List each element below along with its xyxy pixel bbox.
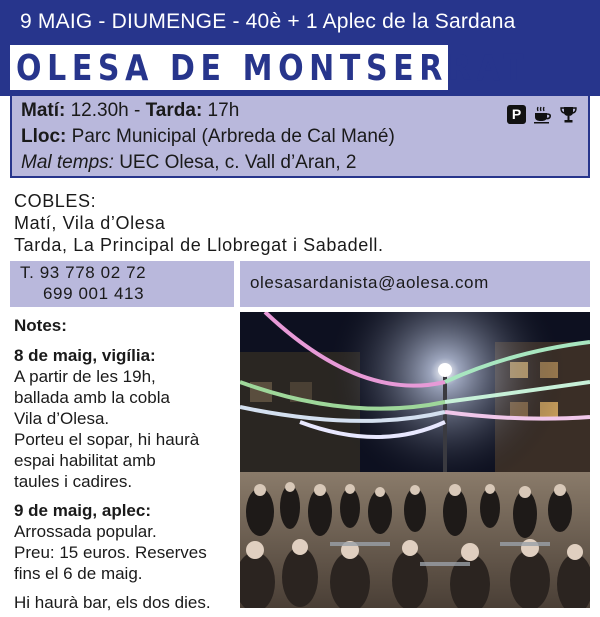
vigilia-line: Vila d’Olesa. — [14, 409, 110, 428]
vigilia-heading: 8 de maig, vigília: — [14, 346, 156, 365]
notes-heading: Notes: — [14, 316, 67, 335]
mati-value: 12.30h - — [65, 100, 146, 121]
mati-label: Matí: — [21, 100, 66, 121]
vigilia-line: A partir de les 19h, — [14, 367, 156, 386]
town-title-box — [10, 45, 530, 90]
cobles-mati: Matí, Vila d’Olesa — [14, 213, 166, 233]
notes-footer: Hi haurà bar, els dos dies. — [14, 593, 211, 612]
aplec-heading: 9 de maig, aplec: — [14, 501, 151, 520]
notes-section — [14, 315, 239, 613]
event-info-box — [10, 96, 590, 178]
email-link[interactable]: olesasardanista@aolesa.com — [250, 273, 489, 292]
coffee-icon — [533, 105, 552, 124]
service-icons — [507, 105, 578, 124]
lloc-value: Parc Municipal (Arbreda de Cal Mané) — [66, 126, 395, 147]
cobles-section — [14, 190, 384, 256]
cobles-heading: COBLES: — [14, 191, 97, 211]
aplec-line: Arrossada popular. — [14, 522, 157, 541]
cobles-tarda: Tarda, La Principal de Llobregat i Sabadell. — [14, 235, 384, 255]
phone-number-2[interactable]: 699 001 413 — [43, 284, 145, 303]
trophy-icon — [559, 105, 578, 124]
phone-box — [10, 261, 234, 307]
vigilia-line: espai habilitat amb — [14, 451, 156, 470]
lloc-label: Lloc: — [21, 126, 67, 147]
email-box — [240, 261, 590, 307]
vigilia-line: Porteu el sopar, hi haurà — [14, 430, 200, 449]
sardana-night-photo — [240, 312, 590, 608]
aplec-line: fins el 6 de maig. — [14, 564, 143, 583]
town-title: OLESA DE MONTSERRAT — [16, 48, 530, 90]
parking-icon: P — [507, 105, 526, 124]
vigilia-line: taules i cadires. — [14, 472, 133, 491]
tarda-value: 17h — [202, 100, 240, 121]
mal-temps-value: UEC Olesa, c. Vall d’Aran, 2 — [113, 152, 357, 173]
event-date-line: 9 MAIG - DIUMENGE - 40è + 1 Aplec de la Sardana — [20, 10, 516, 33]
aplec-line: Preu: 15 euros. Reserves — [14, 543, 207, 562]
phone-number-1[interactable]: T. 93 778 02 72 — [20, 263, 147, 282]
event-header — [0, 0, 600, 96]
mal-temps-label: Mal temps: — [21, 152, 114, 173]
vigilia-line: ballada amb la cobla — [14, 388, 170, 407]
event-photo — [240, 312, 590, 608]
tarda-label: Tarda: — [145, 100, 203, 121]
bad-weather-line — [21, 152, 356, 174]
location-line — [21, 126, 395, 148]
schedule-line — [21, 100, 239, 122]
